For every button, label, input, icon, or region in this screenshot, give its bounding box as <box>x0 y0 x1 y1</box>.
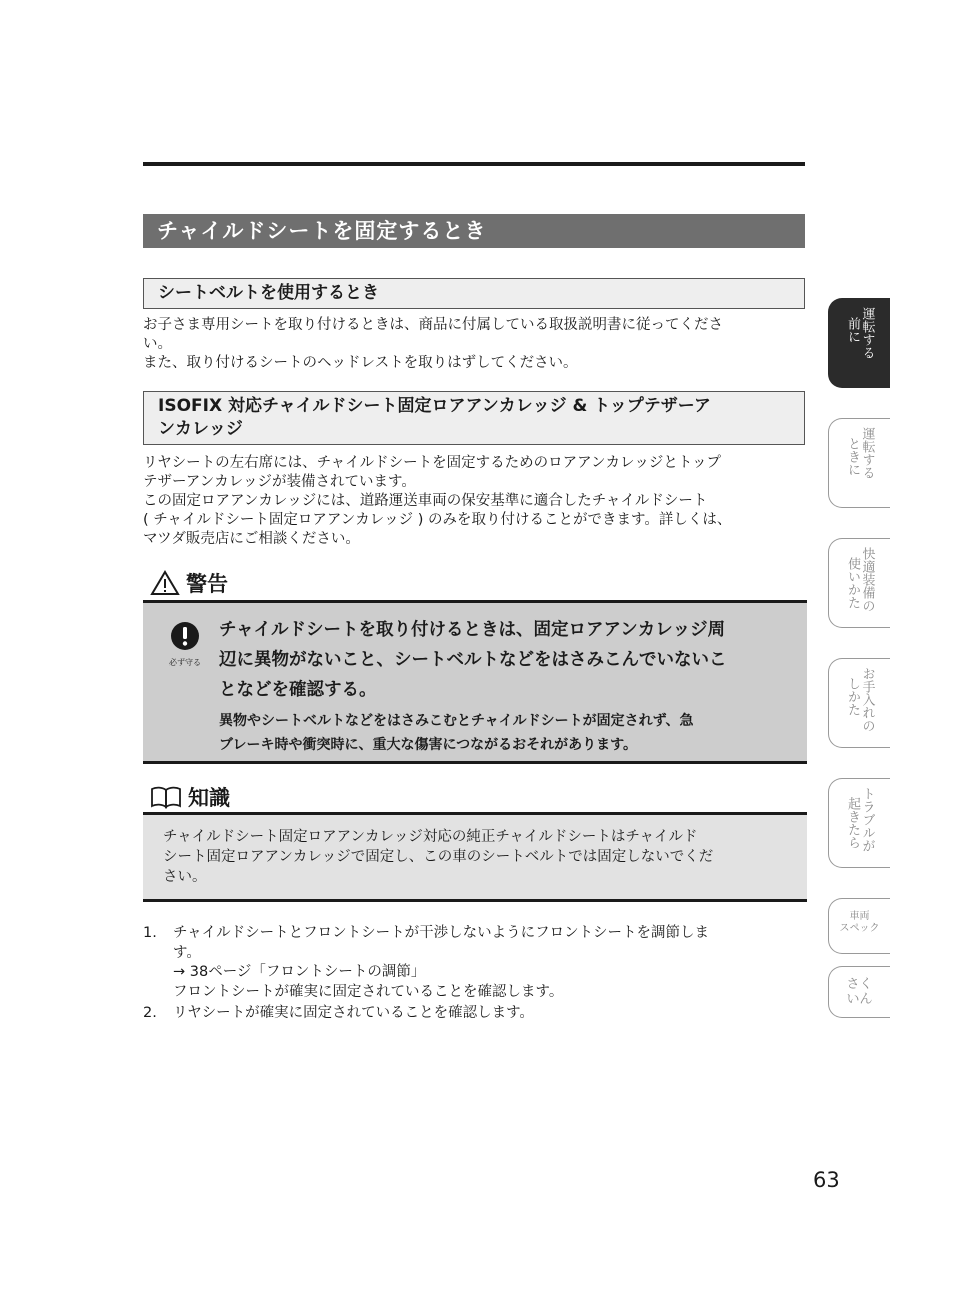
top-rule <box>143 162 805 166</box>
open-book-icon <box>150 785 182 809</box>
tab-label-column <box>860 787 874 852</box>
text-line: この固定ロアアンカレッジには、道路運送車両の保安基準に適合したチャイルドシート <box>143 493 708 509</box>
tab-troubleshooting[interactable] <box>828 778 890 868</box>
step-number: 1. <box>143 925 157 941</box>
tab-before-driving[interactable] <box>828 298 890 388</box>
tab-when-driving[interactable] <box>828 418 890 508</box>
text-line: シート固定ロアアンカレッジで固定し、この車のシートベルトでは固定しないでくだ <box>163 849 714 865</box>
tab-label: 車両 <box>849 911 870 922</box>
tab-label: しかた <box>845 677 860 716</box>
must-follow-badge <box>165 621 205 668</box>
isofix-heading <box>143 391 805 445</box>
step-1 <box>143 924 805 1002</box>
step-body <box>173 924 709 1002</box>
step-body <box>173 1004 534 1024</box>
text-line: テザーアンカレッジが装備されています。 <box>143 474 416 490</box>
warning-box <box>143 600 807 764</box>
tab-label: 運転する <box>859 427 875 479</box>
tab-label: スペック <box>839 923 880 934</box>
tab-label-column <box>846 547 860 612</box>
text-line: リヤシートの左右席には、チャイルドシートを固定するためのロアアンカレッジとトップ <box>143 455 721 471</box>
tab-label-column <box>846 667 860 732</box>
text-line: チャイルドシートを取り付けるときは、固定ロアアンカレッジ周 <box>219 620 726 640</box>
tab-label-column <box>846 307 860 359</box>
tab-label: さく <box>846 977 873 992</box>
seatbelt-text <box>143 316 805 373</box>
isofix-text <box>143 454 805 549</box>
warning-sub-text <box>219 709 794 757</box>
tab-label: 前に <box>845 317 860 343</box>
tab-label: 起きたら <box>845 797 860 849</box>
tab-label: 使いかた <box>845 557 860 609</box>
text-line: リヤシートが確実に固定されていることを確認します。 <box>173 1005 534 1021</box>
tab-vehicle-specs[interactable] <box>828 898 890 954</box>
warning-heading <box>150 568 228 598</box>
tab-label-column <box>860 427 874 479</box>
page-reference-link[interactable]: → 38ページ「フロントシートの調節」 <box>173 964 426 980</box>
text-line: 異物やシートベルトなどをはさみこむとチャイルドシートが固定されず、急 <box>219 713 694 729</box>
exclamation-circle-icon <box>170 621 200 651</box>
warning-title: 警告 <box>186 572 228 596</box>
tab-label: 運転する <box>859 307 875 359</box>
knowledge-title: 知識 <box>188 786 230 810</box>
step-number: 2. <box>143 1005 157 1021</box>
tab-label: ときに <box>845 437 860 476</box>
heading-line: ンカレッジ <box>158 419 243 439</box>
knowledge-box <box>143 812 807 902</box>
tab-label: いん <box>846 992 873 1007</box>
heading-line: ISOFIX 対応チャイルドシート固定ロアアンカレッジ & トップテザーア <box>158 396 711 416</box>
text-line: ブレーキ時や衝突時に、重大な傷害につながるおそれがあります。 <box>219 737 638 753</box>
seatbelt-heading: シートベルトを使用するとき <box>143 278 805 309</box>
tab-label-column <box>860 667 874 732</box>
text-line: す。 <box>173 944 201 961</box>
must-follow-label: 必ず守る <box>169 658 201 667</box>
tab-comfort-equipment[interactable] <box>828 538 890 628</box>
knowledge-heading <box>150 782 230 812</box>
tab-label: トラブルが <box>859 787 875 852</box>
page-number: 63 <box>813 1168 840 1192</box>
text-line: お子さま専用シートを取り付けるときは、商品に付属している取扱説明書に従ってくださ <box>143 317 723 333</box>
tab-label: 快適装備の <box>859 547 875 612</box>
tab-maintenance[interactable] <box>828 658 890 748</box>
text-line: チャイルドシート固定ロアアンカレッジ対応の純正チャイルドシートはチャイルド <box>163 829 698 845</box>
procedure-steps <box>143 924 805 1024</box>
text-line: チャイルドシートとフロントシートが干渉しないようにフロントシートを調節しま <box>173 925 710 941</box>
warning-main-text <box>219 615 794 705</box>
tab-label-column <box>860 307 874 359</box>
tab-label-column <box>846 427 860 479</box>
text-line: マツダ販売店にご相談ください。 <box>143 531 360 547</box>
text-line: い。 <box>143 336 172 352</box>
tab-index[interactable] <box>828 966 890 1018</box>
text-line: フロントシートが確実に固定されていることを確認します。 <box>173 983 564 1000</box>
text-line: ( チャイルドシート固定ロアアンカレッジ ) のみを取り付けることができます。詳しくは、 <box>143 512 732 528</box>
text-line: また、取り付けるシートのヘッドレストを取りはずしてください。 <box>143 355 578 371</box>
step-2 <box>143 1004 805 1024</box>
tab-label-column <box>860 547 874 612</box>
text-line: さい。 <box>163 869 207 885</box>
text-line: となどを確認する。 <box>219 680 377 700</box>
warning-triangle-icon <box>150 570 180 596</box>
section-title: チャイルドシートを固定するとき <box>143 214 805 248</box>
tab-label: お手入れの <box>859 667 875 732</box>
text-line: 辺に異物がないこと、シートベルトなどをはさみこんでいないこ <box>219 650 727 670</box>
tab-label-column <box>846 787 860 852</box>
